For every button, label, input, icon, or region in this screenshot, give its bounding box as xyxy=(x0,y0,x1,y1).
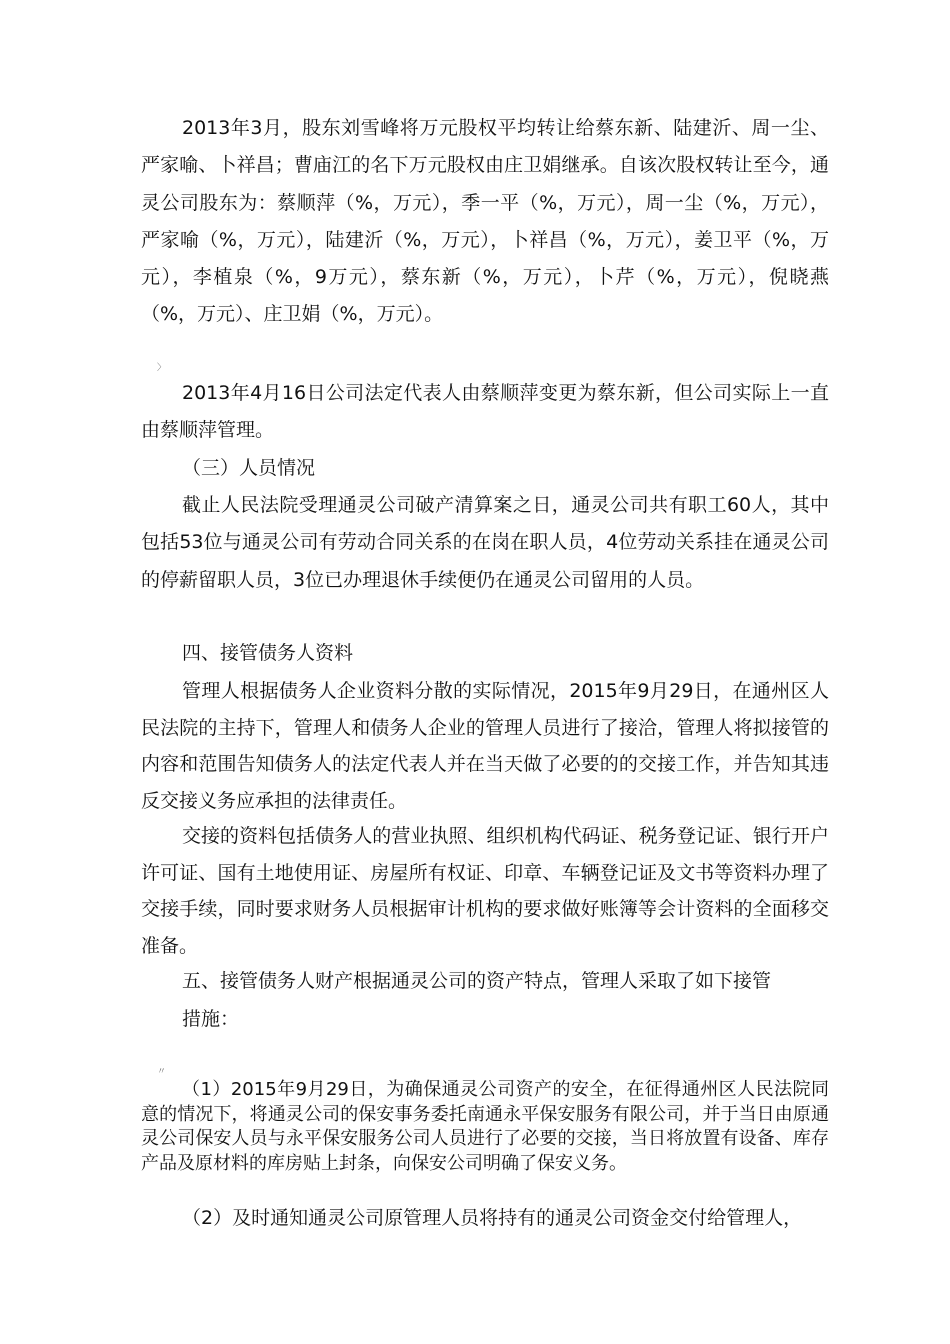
paragraph-handover-documents: 交接的资料包括债务人的营业执照、组织机构代码证、税务登记证、银行开户许可证、国有土地使用证、房屋所有权证、印章、车辆登记证及文书等资料办理了交接手续，同时要求财务人员根据审计机构的要求做好账簿等会计资料的全面移交准备。 xyxy=(141,825,829,957)
section-heading-takeover-property: 五、接管债务人财产根据通灵公司的资产特点，管理人采取了如下接管 xyxy=(182,970,772,992)
paragraph-personnel: 截止人民法院受理通灵公司破产清算案之日，通灵公司共有职工60人，其中包括53位与通灵公司有劳动合同关系的在岗在职人员，4位劳动关系挂在通灵公司的停薪留职人员，3位已办理退休手续便仍在通灵公司留用的人员。 xyxy=(141,494,829,591)
section-heading-personnel: （三）人员情况 xyxy=(182,457,316,479)
paragraph-takeover-materials: 管理人根据债务人企业资料分散的实际情况，2015年9月29日，在通州区人民法院的主持下，管理人和债务人企业的管理人员进行了接洽，管理人将拟接管的内容和范围告知债务人的法定代表人并在当天做了必要的的交接工作，并告知其违反交接义务应承担的法律责任。 xyxy=(141,680,829,812)
paragraph-shareholder-transfer: 2013年3月，股东刘雪峰将万元股权平均转让给蔡东新、陆建沂、周一尘、严家喻、卜祥昌；曹庙江的名下万元股权由庄卫娟继承。自该次股权转让至今，通灵公司股东为：蔡顺萍（%，万元），季一平（%，万元），周一尘（%，万元），严家喻（%，万元），陆建沂（%，万元），卜祥昌（%，万元），姜卫平（%，万元），李植泉（%，9万元），蔡东新（%，万元），卜芹（%，万元），倪晓燕（%，万元）、庄卫娟（%，万元）。 xyxy=(141,117,829,326)
paragraph-legal-representative: 2013年4月16日公司法定代表人由蔡顺萍变更为蔡东新，但公司实际上一直由蔡顺萍管理。 xyxy=(141,382,829,442)
scan-mark: 〃 xyxy=(157,1067,167,1077)
paragraph-measure-2: （2）及时通知通灵公司原管理人员将持有的通灵公司资金交付给管理人， xyxy=(182,1207,803,1229)
section-heading-takeover-property-cont: 措施： xyxy=(182,1008,240,1030)
scan-mark: 〉 xyxy=(157,363,167,373)
paragraph-measure-1: （1）2015年9月29日，为确保通灵公司资产的安全，在征得通州区人民法院同意的情况下，将通灵公司的保安事务委托南通永平保安服务有限公司，并于当日由原通灵公司保安人员与永平保安服务公司人员进行了必要的交接，当日将放置有设备、库存产品及原材料的库房贴上封条，向保安公司明确了保安义务。 xyxy=(141,1079,829,1174)
section-heading-takeover-materials: 四、接管债务人资料 xyxy=(182,642,354,664)
